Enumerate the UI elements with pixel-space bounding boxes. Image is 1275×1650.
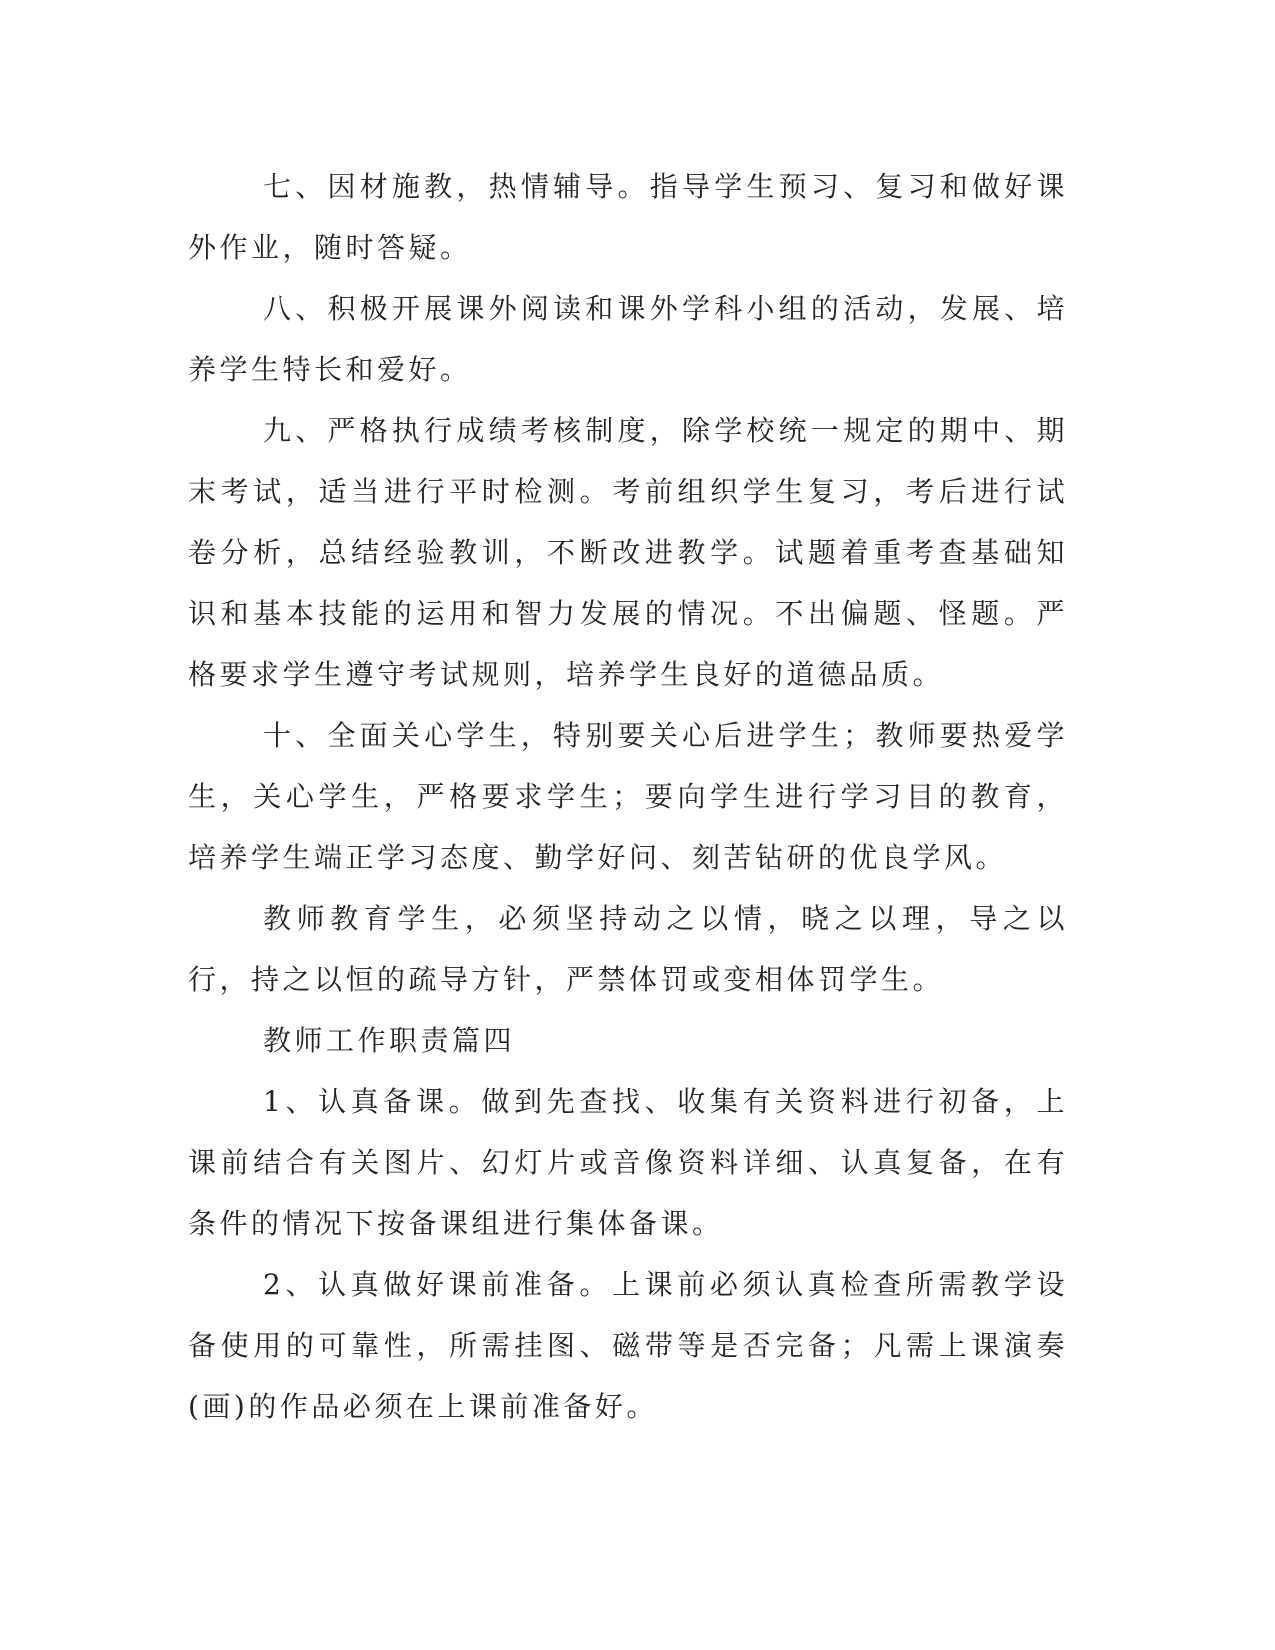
paragraph-item-1: 1、认真备课。做到先查找、收集有关资料进行初备，上课前结合有关图片、幻灯片或音像资料详细、认真复备，在有条件的情况下按备课组进行集体备课。 — [188, 1085, 1068, 1240]
paragraph-item-7: 七、因材施教，热情辅导。指导学生预习、复习和做好课外作业，随时答疑。 — [188, 170, 1068, 264]
paragraph-summary: 教师教育学生，必须坚持动之以情，晓之以理，导之以行，持之以恒的疏导方针，严禁体罚或变相体罚学生。 — [188, 902, 1068, 996]
paragraph-item-9: 九、严格执行成绩考核制度，除学校统一规定的期中、期末考试，适当进行平时检测。考前组织学生复习，考后进行试卷分析，总结经验教训，不断改进教学。试题着重考查基础知识和基本技能的运用和智力发展的情况。不出偏题、怪题。严格要求学生遵守考试规则，培养学生良好的道德品质。 — [188, 414, 1068, 691]
paragraph-item-8: 八、积极开展课外阅读和课外学科小组的活动，发展、培养学生特长和爱好。 — [188, 292, 1068, 386]
paragraph-item-2: 2、认真做好课前准备。上课前必须认真检查所需教学设备使用的可靠性，所需挂图、磁带等是否完备；凡需上课演奏(画)的作品必须在上课前准备好。 — [188, 1268, 1068, 1423]
paragraph-item-10: 十、全面关心学生，特别要关心后进学生；教师要热爱学生，关心学生，严格要求学生；要向学生进行学习目的教育，培养学生端正学习态度、勤学好问、刻苦钻研的优良学风。 — [188, 719, 1068, 874]
section-heading: 教师工作职责篇四 — [263, 1024, 516, 1057]
document-body — [188, 156, 1068, 1437]
